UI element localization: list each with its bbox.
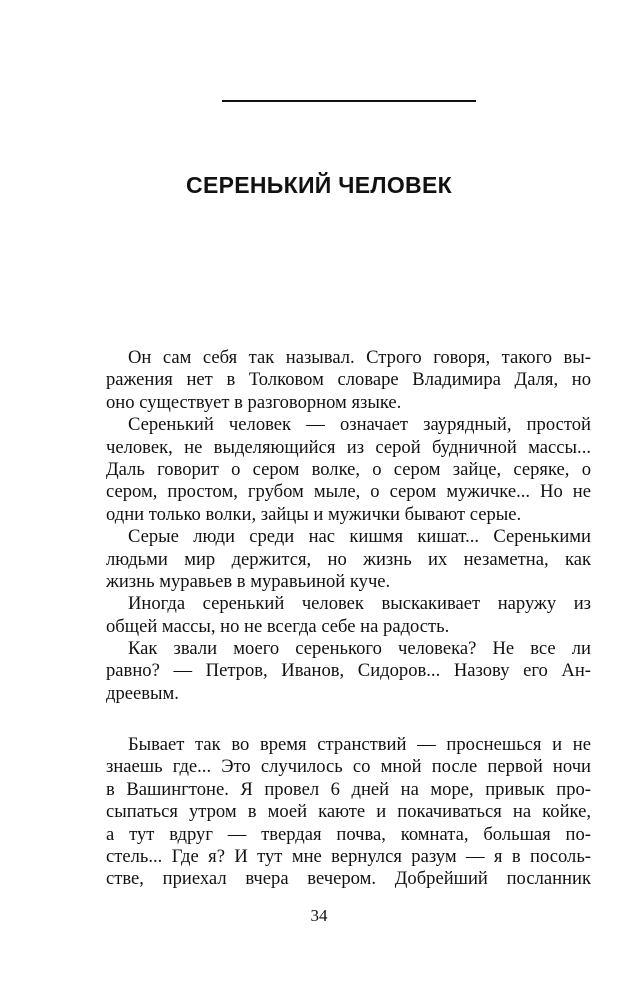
chapter-title: СЕРЕНЬКИЙ ЧЕЛОВЕК xyxy=(186,172,452,198)
text-line: а тут вдруг — твердая почва, комната, большая по- xyxy=(106,823,591,845)
top-rule-divider xyxy=(222,100,476,102)
text-line: знаешь где... Это случилось со мной после первой ночи xyxy=(106,756,591,778)
text-line: Он сам себя так называл. Строго говоря, такого вы- xyxy=(128,347,591,368)
text-line: стве, приехал вчера вечером. Добрейший посланник xyxy=(106,868,591,890)
text-line: Серенький человек — означает заурядный, простой xyxy=(128,414,591,436)
text-line: сером, простом, грубом мыле, о сером мужичке... Но не xyxy=(106,481,591,503)
text-line: сыпаться утром в моей каюте и покачиваться на койке, xyxy=(106,801,591,823)
text-line: в Вашингтоне. Я провел 6 дней на море, привык про- xyxy=(106,778,591,800)
text-line: Серые люди среди нас кишмя кишат... Серенькими xyxy=(128,526,591,548)
text-line: Даль говорит о сером волке, о сером зайце, серяке, о xyxy=(106,458,591,480)
text-line: одни только волки, зайцы и мужички бывают серые. xyxy=(106,503,522,525)
text-line: общей массы, но не всегда себе на радость. xyxy=(106,615,450,637)
text-line: человек, не выделяющийся из серой будничной массы... xyxy=(106,436,591,458)
page-number: 34 xyxy=(310,906,328,925)
text-block-opening xyxy=(106,347,591,705)
text-line: людьми мир держится, но жизнь их незаметна, как xyxy=(106,548,591,570)
text-line: жизнь муравьев в муравьиной куче. xyxy=(106,570,391,592)
text-line: Как звали моего серенького человека? Не все ли xyxy=(128,638,591,660)
text-line: Иногда серенький человек выскакивает наружу из xyxy=(128,593,591,615)
text-line: дреевым. xyxy=(106,682,179,704)
text-line: Бывает так во время странствий — проснешься и не xyxy=(128,734,591,755)
text-line: равно? — Петров, Иванов, Сидоров... Назову его Ан- xyxy=(106,660,591,682)
text-line: стель... Где я? И тут мне вернулся разум — я в посоль- xyxy=(106,845,591,867)
text-block-second-section xyxy=(106,734,591,891)
text-line: оно существует в разговорном языке. xyxy=(106,391,402,413)
text-line: ражения нет в Толковом словаре Владимира Даля, но xyxy=(106,369,591,391)
